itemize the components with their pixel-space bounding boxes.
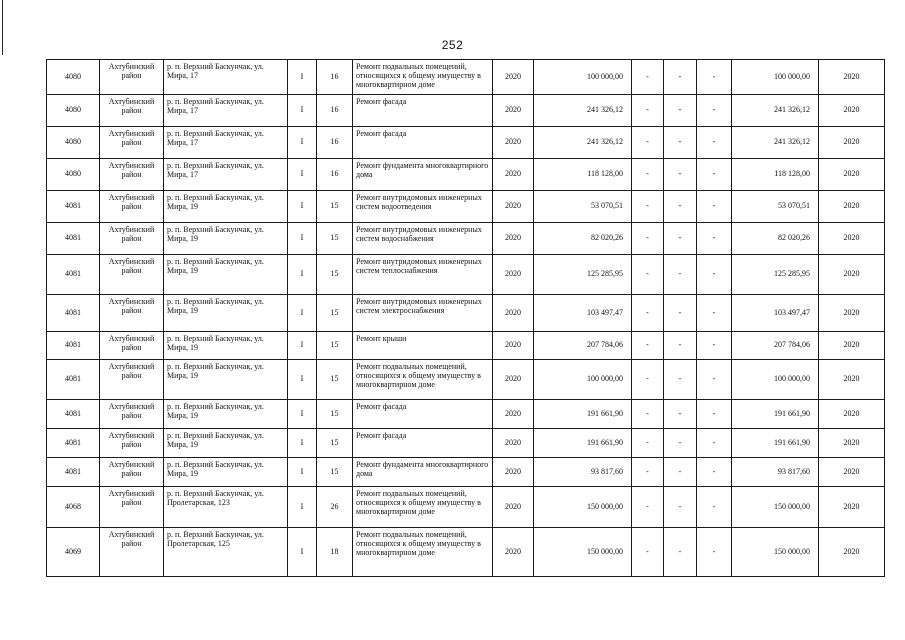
cost-cell: 191 661,90 — [534, 400, 632, 429]
funding-col-2-cell: - — [664, 95, 697, 127]
cost-cell: 125 285,95 — [534, 255, 632, 295]
district-cell: Ахтубинский район — [100, 191, 164, 223]
work-type-cell: Ремонт внутридомовых инженерных систем электроснабжения — [353, 295, 493, 332]
year-cell: 2020 — [493, 223, 534, 255]
object-number-cell: 4080 — [47, 159, 100, 191]
completion-year-cell: 2020 — [819, 400, 885, 429]
address-cell: р. п. Верхний Баскунчак, ул. Мира, 19 — [164, 255, 288, 295]
funding-col-3-cell: - — [697, 332, 732, 360]
cost-cell: 150 000,00 — [534, 487, 632, 528]
category-cell: I — [288, 159, 317, 191]
category-cell: I — [288, 60, 317, 95]
address-cell: р. п. Верхний Баскунчак, ул. Мира, 17 — [164, 95, 288, 127]
funding-col-2-cell: - — [664, 223, 697, 255]
floors-cell: 15 — [317, 332, 353, 360]
cost-cell: 150 000,00 — [534, 528, 632, 577]
work-type-cell: Ремонт внутридомовых инженерных систем водоотведения — [353, 191, 493, 223]
completion-year-cell: 2020 — [819, 295, 885, 332]
floors-cell: 15 — [317, 360, 353, 400]
completion-year-cell: 2020 — [819, 332, 885, 360]
cost-cell: 191 661,90 — [534, 429, 632, 458]
funding-col-1-cell: - — [632, 332, 664, 360]
funding-amount-cell: 150 000,00 — [732, 528, 819, 577]
object-number-cell: 4080 — [47, 95, 100, 127]
funding-col-1-cell: - — [632, 60, 664, 95]
cost-cell: 82 020,26 — [534, 223, 632, 255]
district-cell: Ахтубинский район — [100, 295, 164, 332]
category-cell: I — [288, 191, 317, 223]
object-number-cell: 4080 — [47, 60, 100, 95]
funding-col-1-cell: - — [632, 528, 664, 577]
completion-year-cell: 2020 — [819, 223, 885, 255]
object-number-cell: 4081 — [47, 332, 100, 360]
table-row — [47, 487, 885, 528]
year-cell: 2020 — [493, 400, 534, 429]
funding-col-1-cell: - — [632, 400, 664, 429]
completion-year-cell: 2020 — [819, 360, 885, 400]
address-cell: р. п. Верхний Баскунчак, ул. Мира, 17 — [164, 127, 288, 159]
floors-cell: 26 — [317, 487, 353, 528]
work-type-cell: Ремонт подвальных помещений, относящихся к общему имуществу в многоквартирном доме — [353, 360, 493, 400]
cost-cell: 207 784,06 — [534, 332, 632, 360]
table-row — [47, 95, 885, 127]
category-cell: I — [288, 223, 317, 255]
funding-col-3-cell: - — [697, 458, 732, 487]
floors-cell: 15 — [317, 458, 353, 487]
funding-col-3-cell: - — [697, 295, 732, 332]
funding-col-3-cell: - — [697, 255, 732, 295]
funding-col-3-cell: - — [697, 223, 732, 255]
object-number-cell: 4081 — [47, 191, 100, 223]
year-cell: 2020 — [493, 95, 534, 127]
year-cell: 2020 — [493, 360, 534, 400]
object-number-cell: 4081 — [47, 458, 100, 487]
funding-col-1-cell: - — [632, 95, 664, 127]
table-row — [47, 255, 885, 295]
object-number-cell: 4081 — [47, 295, 100, 332]
funding-col-1-cell: - — [632, 360, 664, 400]
cost-cell: 118 128,00 — [534, 159, 632, 191]
work-type-cell: Ремонт подвальных помещений, относящихся к общему имуществу в многоквартирном доме — [353, 487, 493, 528]
funding-col-2-cell: - — [664, 458, 697, 487]
completion-year-cell: 2020 — [819, 159, 885, 191]
table-row — [47, 159, 885, 191]
work-type-cell: Ремонт фасада — [353, 127, 493, 159]
table-row — [47, 429, 885, 458]
address-cell: р. п. Верхний Баскунчак, ул. Мира, 19 — [164, 191, 288, 223]
cost-cell: 100 000,00 — [534, 360, 632, 400]
completion-year-cell: 2020 — [819, 95, 885, 127]
funding-col-2-cell: - — [664, 528, 697, 577]
funding-col-2-cell: - — [664, 400, 697, 429]
table-row — [47, 191, 885, 223]
funding-col-3-cell: - — [697, 360, 732, 400]
district-cell: Ахтубинский район — [100, 60, 164, 95]
page-number: 252 — [441, 38, 464, 52]
funding-amount-cell: 100 000,00 — [732, 360, 819, 400]
funding-col-1-cell: - — [632, 295, 664, 332]
completion-year-cell: 2020 — [819, 60, 885, 95]
address-cell: р. п. Верхний Баскунчак, ул. Мира, 19 — [164, 429, 288, 458]
cost-cell: 103 497,47 — [534, 295, 632, 332]
funding-col-1-cell: - — [632, 487, 664, 528]
table-body — [47, 60, 885, 577]
address-cell: р. п. Верхний Баскунчак, ул. Мира, 17 — [164, 159, 288, 191]
work-type-cell: Ремонт фундамента многоквартирного дома — [353, 458, 493, 487]
completion-year-cell: 2020 — [819, 487, 885, 528]
floors-cell: 16 — [317, 159, 353, 191]
district-cell: Ахтубинский район — [100, 528, 164, 577]
funding-col-2-cell: - — [664, 60, 697, 95]
year-cell: 2020 — [493, 255, 534, 295]
district-cell: Ахтубинский район — [100, 487, 164, 528]
category-cell: I — [288, 295, 317, 332]
address-cell: р. п. Верхний Баскунчак, ул. Мира, 19 — [164, 332, 288, 360]
work-type-cell: Ремонт фасада — [353, 429, 493, 458]
funding-amount-cell: 118 128,00 — [732, 159, 819, 191]
year-cell: 2020 — [493, 60, 534, 95]
funding-amount-cell: 93 817,60 — [732, 458, 819, 487]
address-cell: р. п. Верхний Баскунчак, ул. Мира, 19 — [164, 400, 288, 429]
object-number-cell: 4069 — [47, 528, 100, 577]
funding-col-1-cell: - — [632, 191, 664, 223]
year-cell: 2020 — [493, 528, 534, 577]
category-cell: I — [288, 487, 317, 528]
floors-cell: 15 — [317, 400, 353, 429]
floors-cell: 16 — [317, 60, 353, 95]
funding-col-3-cell: - — [697, 429, 732, 458]
floors-cell: 16 — [317, 95, 353, 127]
category-cell: I — [288, 429, 317, 458]
table-row — [47, 223, 885, 255]
funding-amount-cell: 100 000,00 — [732, 60, 819, 95]
table-row — [47, 295, 885, 332]
cost-cell: 53 070,51 — [534, 191, 632, 223]
object-number-cell: 4080 — [47, 127, 100, 159]
funding-col-1-cell: - — [632, 127, 664, 159]
funding-col-3-cell: - — [697, 127, 732, 159]
district-cell: Ахтубинский район — [100, 255, 164, 295]
funding-amount-cell: 191 661,90 — [732, 400, 819, 429]
cost-cell: 100 000,00 — [534, 60, 632, 95]
object-number-cell: 4068 — [47, 487, 100, 528]
table-row — [47, 400, 885, 429]
work-type-cell: Ремонт внутридомовых инженерных систем водоснабжения — [353, 223, 493, 255]
district-cell: Ахтубинский район — [100, 127, 164, 159]
work-type-cell: Ремонт подвальных помещений, относящихся к общему имуществу в многоквартирном доме — [353, 60, 493, 95]
floors-cell: 15 — [317, 223, 353, 255]
funding-amount-cell: 125 285,95 — [732, 255, 819, 295]
funding-col-2-cell: - — [664, 255, 697, 295]
completion-year-cell: 2020 — [819, 191, 885, 223]
year-cell: 2020 — [493, 458, 534, 487]
funding-col-2-cell: - — [664, 295, 697, 332]
funding-col-3-cell: - — [697, 400, 732, 429]
funding-col-3-cell: - — [697, 487, 732, 528]
funding-col-3-cell: - — [697, 95, 732, 127]
floors-cell: 15 — [317, 429, 353, 458]
funding-col-3-cell: - — [697, 528, 732, 577]
cost-cell: 241 326,12 — [534, 95, 632, 127]
object-number-cell: 4081 — [47, 255, 100, 295]
work-type-cell: Ремонт крыши — [353, 332, 493, 360]
completion-year-cell: 2020 — [819, 429, 885, 458]
repair-registry-table — [46, 59, 885, 577]
address-cell: р. п. Верхний Баскунчак, ул. Мира, 19 — [164, 223, 288, 255]
funding-amount-cell: 82 020,26 — [732, 223, 819, 255]
address-cell: р. п. Верхний Баскунчак, ул. Мира, 19 — [164, 458, 288, 487]
funding-col-3-cell: - — [697, 159, 732, 191]
address-cell: р. п. Верхний Баскунчак, ул. Мира, 19 — [164, 295, 288, 332]
funding-col-2-cell: - — [664, 487, 697, 528]
district-cell: Ахтубинский район — [100, 360, 164, 400]
work-type-cell: Ремонт фасада — [353, 400, 493, 429]
funding-col-2-cell: - — [664, 159, 697, 191]
funding-col-3-cell: - — [697, 60, 732, 95]
year-cell: 2020 — [493, 159, 534, 191]
district-cell: Ахтубинский район — [100, 223, 164, 255]
year-cell: 2020 — [493, 127, 534, 159]
category-cell: I — [288, 255, 317, 295]
funding-col-2-cell: - — [664, 332, 697, 360]
table-row — [47, 528, 885, 577]
table-row — [47, 360, 885, 400]
funding-col-1-cell: - — [632, 458, 664, 487]
address-cell: р. п. Верхний Баскунчак, ул. Пролетарская, 123 — [164, 487, 288, 528]
funding-amount-cell: 53 070,51 — [732, 191, 819, 223]
floors-cell: 15 — [317, 191, 353, 223]
district-cell: Ахтубинский район — [100, 458, 164, 487]
object-number-cell: 4081 — [47, 360, 100, 400]
table-row — [47, 458, 885, 487]
year-cell: 2020 — [493, 295, 534, 332]
category-cell: I — [288, 528, 317, 577]
funding-col-1-cell: - — [632, 159, 664, 191]
year-cell: 2020 — [493, 191, 534, 223]
funding-col-2-cell: - — [664, 127, 697, 159]
floors-cell: 15 — [317, 295, 353, 332]
funding-amount-cell: 241 326,12 — [732, 127, 819, 159]
work-type-cell: Ремонт внутридомовых инженерных систем теплоснабжения — [353, 255, 493, 295]
year-cell: 2020 — [493, 429, 534, 458]
cost-cell: 93 817,60 — [534, 458, 632, 487]
floors-cell: 16 — [317, 127, 353, 159]
address-cell: р. п. Верхний Баскунчак, ул. Мира, 19 — [164, 360, 288, 400]
object-number-cell: 4081 — [47, 429, 100, 458]
district-cell: Ахтубинский район — [100, 400, 164, 429]
funding-col-1-cell: - — [632, 429, 664, 458]
floors-cell: 18 — [317, 528, 353, 577]
object-number-cell: 4081 — [47, 400, 100, 429]
completion-year-cell: 2020 — [819, 255, 885, 295]
category-cell: I — [288, 400, 317, 429]
table-row — [47, 127, 885, 159]
funding-amount-cell: 150 000,00 — [732, 487, 819, 528]
category-cell: I — [288, 95, 317, 127]
cost-cell: 241 326,12 — [534, 127, 632, 159]
table-row — [47, 332, 885, 360]
funding-col-2-cell: - — [664, 360, 697, 400]
address-cell: р. п. Верхний Баскунчак, ул. Мира, 17 — [164, 60, 288, 95]
district-cell: Ахтубинский район — [100, 429, 164, 458]
category-cell: I — [288, 332, 317, 360]
district-cell: Ахтубинский район — [100, 159, 164, 191]
district-cell: Ахтубинский район — [100, 332, 164, 360]
funding-amount-cell: 241 326,12 — [732, 95, 819, 127]
funding-col-3-cell: - — [697, 191, 732, 223]
year-cell: 2020 — [493, 332, 534, 360]
category-cell: I — [288, 360, 317, 400]
table-row — [47, 60, 885, 95]
funding-col-1-cell: - — [632, 255, 664, 295]
completion-year-cell: 2020 — [819, 458, 885, 487]
funding-col-2-cell: - — [664, 191, 697, 223]
completion-year-cell: 2020 — [819, 127, 885, 159]
year-cell: 2020 — [493, 487, 534, 528]
category-cell: I — [288, 127, 317, 159]
category-cell: I — [288, 458, 317, 487]
funding-col-1-cell: - — [632, 223, 664, 255]
district-cell: Ахтубинский район — [100, 95, 164, 127]
funding-amount-cell: 103 497,47 — [732, 295, 819, 332]
floors-cell: 15 — [317, 255, 353, 295]
work-type-cell: Ремонт фундамента многоквартирного дома — [353, 159, 493, 191]
address-cell: р. п. Верхний Баскунчак, ул. Пролетарская, 125 — [164, 528, 288, 577]
work-type-cell: Ремонт подвальных помещений, относящихся к общему имуществу в многоквартирном доме — [353, 528, 493, 577]
object-number-cell: 4081 — [47, 223, 100, 255]
funding-amount-cell: 191 661,90 — [732, 429, 819, 458]
funding-amount-cell: 207 784,06 — [732, 332, 819, 360]
work-type-cell: Ремонт фасада — [353, 95, 493, 127]
completion-year-cell: 2020 — [819, 528, 885, 577]
funding-col-2-cell: - — [664, 429, 697, 458]
